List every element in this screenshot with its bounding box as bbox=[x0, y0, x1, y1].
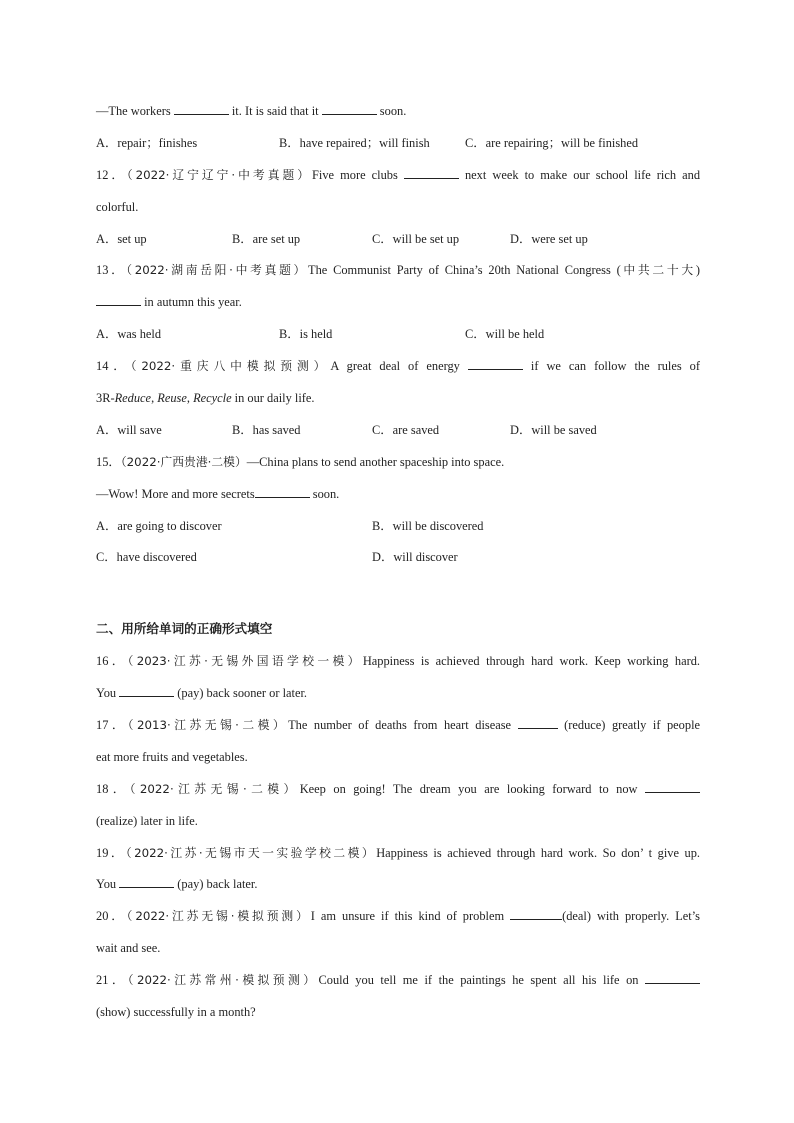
q13-stem-cont: in autumn this year. bbox=[96, 289, 700, 321]
answer-blank[interactable] bbox=[174, 102, 229, 115]
option-c[interactable]: C．have discovered bbox=[96, 550, 197, 565]
q17-stem-cont: eat more fruits and vegetables. bbox=[96, 749, 248, 764]
q16-stem: 16．（2023·江苏·无锡外国语学校一模）Happiness is achieved through hard work. Keep working hard. bbox=[96, 654, 701, 669]
q12-stem-cont: colorful. bbox=[96, 199, 139, 214]
answer-blank[interactable] bbox=[645, 971, 700, 984]
q14-options bbox=[96, 417, 700, 449]
option-c[interactable]: C．are saved bbox=[372, 422, 440, 437]
answer-blank[interactable] bbox=[510, 907, 562, 920]
option-c[interactable]: C．are repairing；will be finished bbox=[465, 135, 639, 150]
option-b[interactable]: B．will be discovered bbox=[372, 518, 484, 533]
option-b[interactable]: B．has saved bbox=[232, 422, 301, 437]
answer-blank[interactable] bbox=[322, 102, 377, 115]
question-source: （2022·辽宁辽宁·中考真题） bbox=[126, 167, 313, 182]
option-a[interactable]: A．will save bbox=[96, 422, 162, 437]
q21-stem-cont: (show) successfully in a month? bbox=[96, 1005, 256, 1020]
answer-blank[interactable] bbox=[468, 357, 523, 370]
q15-stem-cont: —Wow! More and more secrets soon. bbox=[96, 486, 340, 501]
option-a[interactable]: A．repair；finishes bbox=[96, 135, 198, 150]
q13-options bbox=[96, 321, 700, 353]
q17-stem: 17．（2013·江苏无锡·二模）The number of deaths from heart disease (reduce) greatly if people bbox=[96, 718, 701, 733]
q12-stem: 12．（2022·辽宁辽宁·中考真题）Five more clubs next week to make our school life rich and bbox=[96, 167, 701, 182]
question-source: （2022·江苏无锡·二模） bbox=[129, 781, 300, 796]
option-a[interactable]: A．are going to discover bbox=[96, 518, 222, 533]
q15-options-row1 bbox=[96, 513, 700, 545]
option-d[interactable]: D．will be saved bbox=[510, 422, 597, 437]
answer-blank[interactable] bbox=[518, 716, 558, 729]
answer-blank[interactable] bbox=[119, 875, 174, 888]
question-source: （2022·湖南岳阳·中考真题） bbox=[126, 263, 309, 278]
q14-stem-cont: 3R-Reduce, Reuse, Recycle in our daily life. bbox=[96, 391, 315, 406]
option-d[interactable]: D．were set up bbox=[510, 231, 588, 246]
question-source: （2022·江苏·无锡市天一实验学校二模） bbox=[125, 845, 377, 860]
question-source: （2013·江苏无锡·二模） bbox=[127, 718, 289, 733]
answer-blank[interactable] bbox=[645, 780, 700, 793]
option-c[interactable]: C．will be held bbox=[465, 327, 545, 342]
q20-stem-cont: wait and see. bbox=[96, 941, 161, 956]
q11-dialog: —The workers it. It is said that it soon. bbox=[96, 104, 407, 118]
q13-stem: 13．（2022·湖南岳阳·中考真题）The Communist Party of China’s 20th National Congress (中共二十大) bbox=[96, 263, 701, 278]
q12-options bbox=[96, 226, 700, 258]
q19-stem: 19．（2022·江苏·无锡市天一实验学校二模）Happiness is achieved through hard work. So don’ t give up. bbox=[96, 845, 701, 860]
option-a[interactable]: A．was held bbox=[96, 327, 162, 342]
answer-blank[interactable] bbox=[404, 166, 459, 179]
q14-stem: 14．（2022·重庆八中模拟预测）A great deal of energy if we can follow the rules of bbox=[96, 359, 700, 374]
question-source: （2022·江苏常州·模拟预测） bbox=[127, 973, 319, 988]
answer-blank[interactable] bbox=[119, 684, 174, 697]
option-d[interactable]: D．will discover bbox=[372, 550, 458, 565]
question-source: （2022·重庆八中模拟预测） bbox=[130, 359, 331, 374]
question-source: （2023·江苏·无锡外国语学校一模） bbox=[127, 654, 363, 669]
q19-stem-cont: You (pay) back later. bbox=[96, 877, 258, 892]
option-b[interactable]: B．have repaired；will finish bbox=[279, 135, 430, 150]
section-title: 二、用所给单词的正确形式填空 bbox=[96, 621, 273, 637]
option-b[interactable]: B．are set up bbox=[232, 231, 301, 246]
q11-options bbox=[96, 130, 700, 162]
worksheet-content bbox=[96, 98, 700, 1031]
option-b[interactable]: B．is held bbox=[279, 327, 333, 342]
q15-stem: 15．（2022·广西贵港·二模）—China plans to send another spaceship into space. bbox=[96, 454, 505, 469]
q18-stem-cont: (realize) later in life. bbox=[96, 813, 198, 828]
answer-blank[interactable] bbox=[255, 485, 310, 498]
q16-stem-cont: You (pay) back sooner or later. bbox=[96, 686, 308, 701]
question-source: （2022·广西贵港·二模） bbox=[120, 454, 247, 469]
q20-stem: 20．（2022·江苏无锡·模拟预测）I am unsure if this kind of problem (deal) with properly. Let’s bbox=[96, 909, 701, 924]
answer-blank[interactable] bbox=[96, 293, 141, 306]
q18-stem: 18．（2022·江苏无锡·二模）Keep on going! The dream you are looking forward to now bbox=[96, 776, 700, 808]
q21-stem: 21．（2022·江苏常州·模拟预测）Could you tell me if the paintings he spent all his life on bbox=[96, 967, 700, 999]
q15-options-row2 bbox=[96, 544, 700, 576]
option-a[interactable]: A．set up bbox=[96, 231, 147, 246]
option-c[interactable]: C．will be set up bbox=[372, 231, 460, 246]
question-source: （2022·江苏无锡·模拟预测） bbox=[126, 909, 311, 924]
